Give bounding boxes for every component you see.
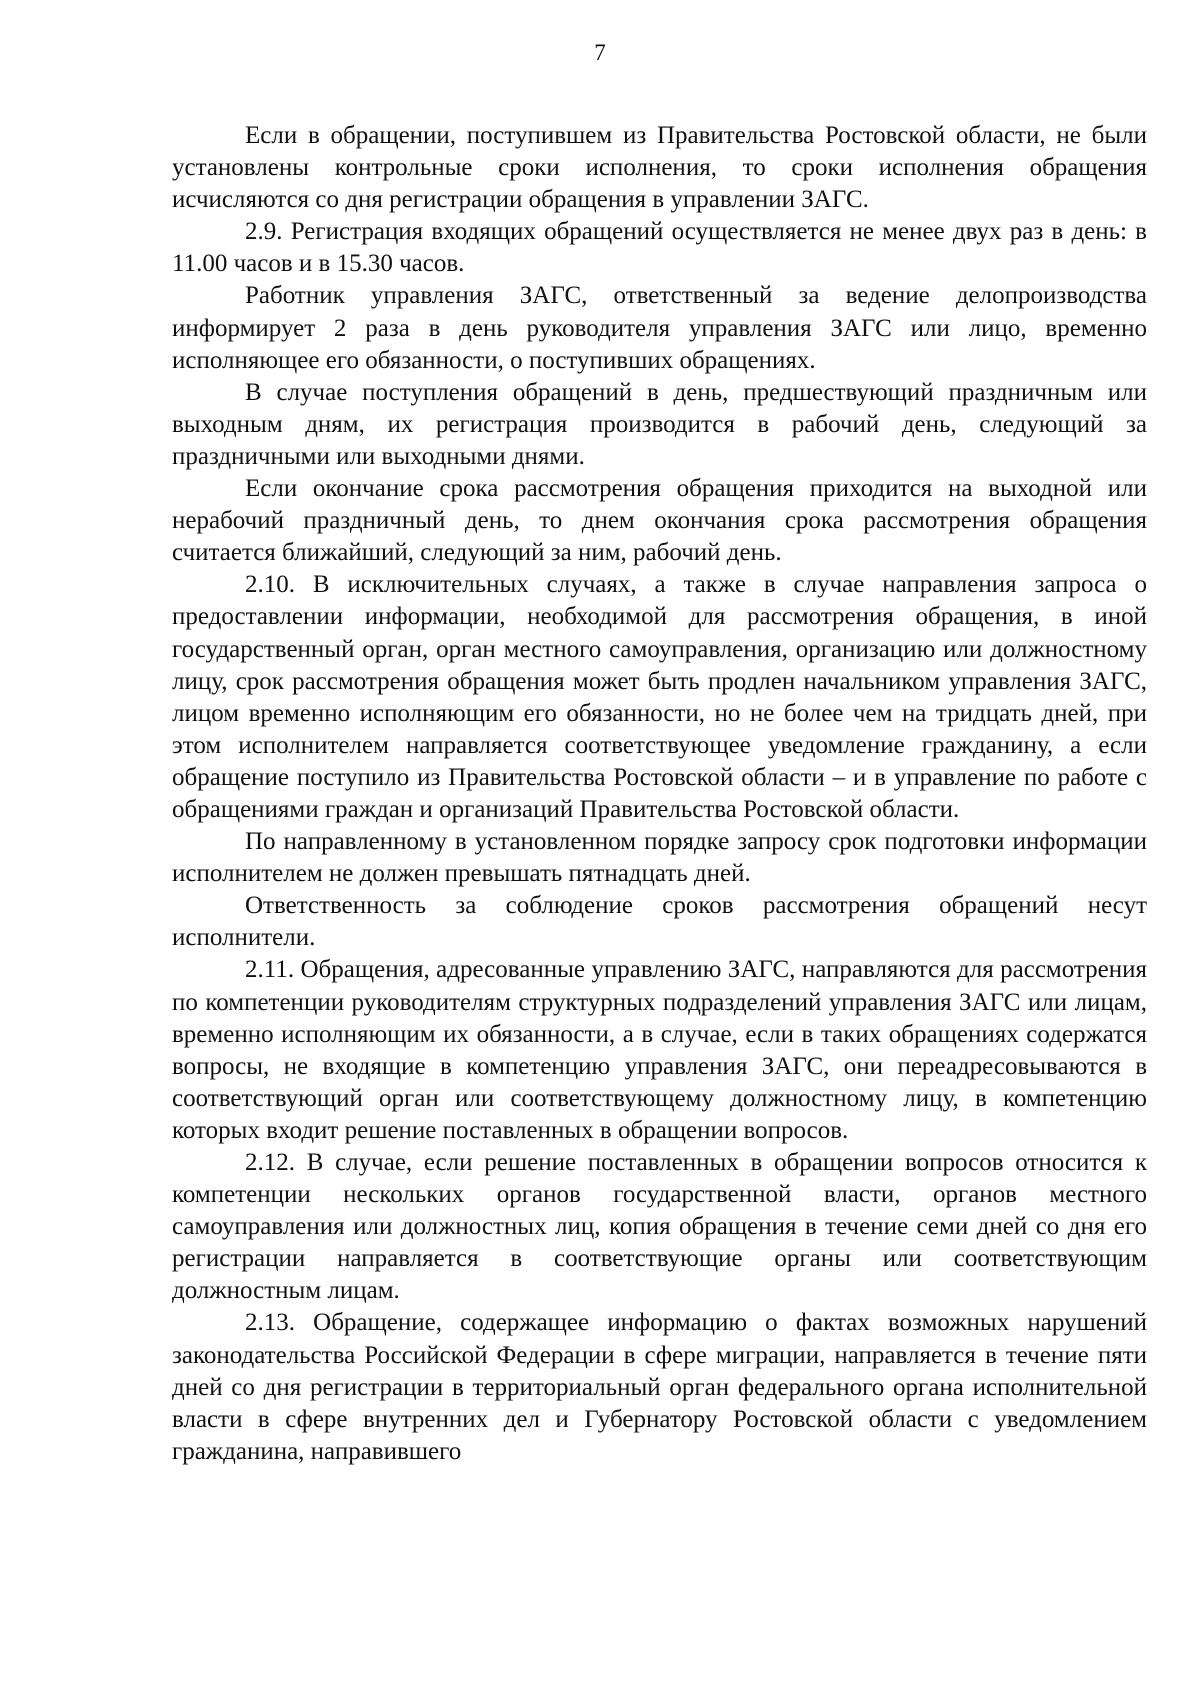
- paragraph-2-11-routing: 2.11. Обращения, адресованные управлению ЗАГС, направляются для рассмотрения по компетенции руководителям структурных подразделений управления ЗАГС или лицам, временно исполняющим их обязанности, а в случае, если в таких обращениях содержатся вопросы, не входящие в компетенцию управления ЗАГС, они переадресовываются в соответствующий орган или соответствующему должностному лицу, в компетенцию которых входит решение поставленных в обращении вопросов.: [172, 956, 1147, 1144]
- page-number: 7: [594, 40, 606, 65]
- paragraph-responsibility: Ответственность за соблюдение сроков рассмотрения обращений несут исполнители.: [172, 892, 1147, 952]
- paragraph-2-12-multiple-bodies: 2.12. В случае, если решение поставленных в обращении вопросов относится к компетенции нескольких органов государственной власти, органов местного самоуправления или должностных лиц, копия обращения в течение семи дней со дня его регистрации направляется в соответствующие органы или соответствующим должностным лицам.: [172, 1149, 1147, 1305]
- paragraph-records-officer: Работник управления ЗАГС, ответственный за ведение делопроизводства информирует 2 раза в день руководителя управления ЗАГС или лицо, временно исполняющее его обязанности, о поступивших обращениях.: [172, 282, 1147, 374]
- paragraph-holiday-registration: В случае поступления обращений в день, предшествующий праздничным или выходным дням, их регистрация производится в рабочий день, следующий за праздничными или выходными днями.: [172, 378, 1147, 470]
- paragraph-information-request: По направленному в установленном порядке запросу срок подготовки информации исполнителем не должен превышать пятнадцать дней.: [172, 828, 1147, 888]
- paragraph-2-10-extension: 2.10. В исключительных случаях, а также в случае направления запроса о предоставлении информации, необходимой для рассмотрения обращения, в иной государственный орган, орган местного самоуправления, организацию или должностному лицу, срок рассмотрения обращения может быть продлен начальником управления ЗАГС, лицом временно исполняющим его обязанности, но не более чем на тридцать дней, при этом исполнителем направляется соответствующее уведомление гражданину, а если обращение поступило из Правительства Ростовской области – и в управление по работе с обращениями граждан и организаций Правительства Ростовской области.: [172, 571, 1147, 823]
- paragraph-deadline-source: Если в обращении, поступившем из Правительства Ростовской области, не были установлены контрольные сроки исполнения, то сроки исполнения обращения исчисляются со дня регистрации обращения в управлении ЗАГС.: [172, 122, 1147, 214]
- paragraph-2-9-registration: 2.9. Регистрация входящих обращений осуществляется не менее двух раз в день: в 11.00 часов и в 15.30 часов.: [172, 218, 1147, 278]
- paragraph-2-13-migration: 2.13. Обращение, содержащее информацию о фактах возможных нарушений законодательства Российской Федерации в сфере миграции, направляется в течение пяти дней со дня регистрации в территориальный орган федерального органа исполнительной власти в сфере внутренних дел и Губернатору Ростовской области с уведомлением гражданина, направившего: [172, 1309, 1147, 1465]
- document-body: [172, 120, 1147, 1468]
- paragraph-deadline-weekend: Если окончание срока рассмотрения обращения приходится на выходной или нерабочий праздничный день, то днем окончания срока рассмотрения обращения считается ближайший, следующий за ним, рабочий день.: [172, 475, 1147, 567]
